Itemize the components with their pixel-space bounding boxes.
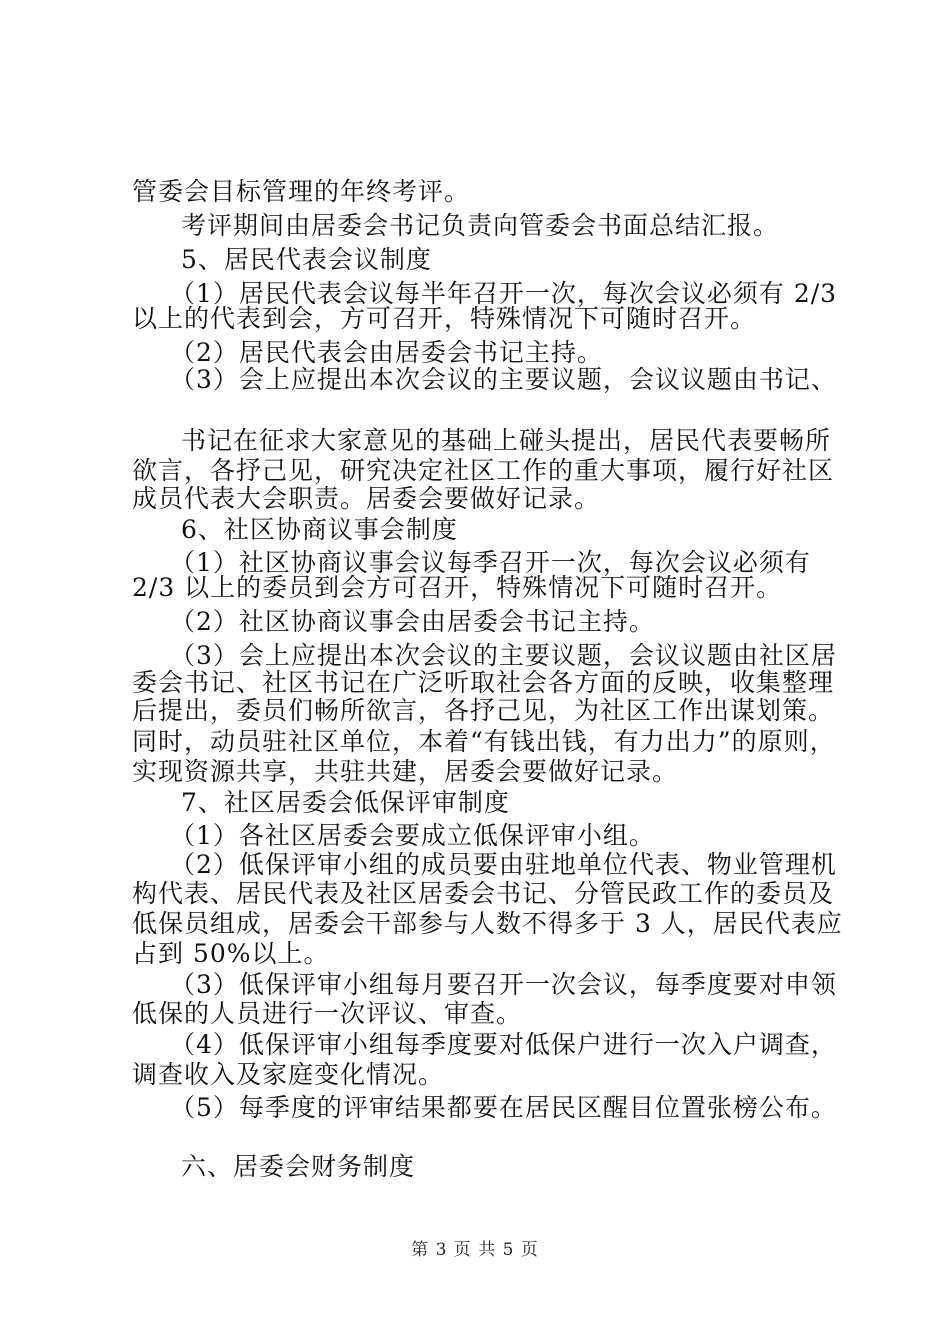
- text-line: 欲言，各抒己见，研究决定社区工作的重大事项，履行好社区: [132, 456, 835, 485]
- text-line: 同时，动员驻社区单位，本着“有钱出钱，有力出力”的原则，: [132, 727, 836, 756]
- text-line: 管委会目标管理的年终考评。: [132, 177, 471, 206]
- text-line: 委会书记、社区书记在广泛听取社会各方面的反映，收集整理: [132, 668, 835, 697]
- text-line: 以上的代表到会，方可召开，特殊情况下可随时召开。: [132, 304, 757, 333]
- section-heading: 6、社区协商议事会制度: [181, 515, 458, 544]
- text-line: （3）低保评审小组每月要召开一次会议，每季度要对申领: [170, 970, 837, 999]
- text-line: （2）社区协商议事会由居委会书记主持。: [170, 607, 655, 636]
- text-line: （2）低保评审小组的成员要由驻地单位代表、物业管理机: [170, 850, 837, 879]
- text-line: 后提出，委员们畅所欲言，各抒己见，为社区工作出谋划策。: [132, 696, 835, 725]
- text-line: 2/3 以上的委员到会方可召开，特殊情况下可随时召开。: [132, 573, 783, 602]
- page-number-footer: 第 3 页 共 5 页: [411, 1240, 539, 1260]
- text-line: （3）会上应提出本次会议的主要议题，会议议题由社区居: [170, 641, 837, 670]
- text-line: 低保的人员进行一次评议、审查。: [132, 999, 523, 1028]
- text-line: （1）社区协商议事会议每季召开一次，每次会议必须有: [170, 548, 811, 577]
- text-line: 考评期间由居委会书记负责向管委会书面总结汇报。: [181, 211, 780, 240]
- text-line: 实现资源共享，共驻共建，居委会要做好记录。: [132, 757, 679, 786]
- text-line: （1）各社区居委会要成立低保评审小组。: [170, 821, 655, 850]
- text-line: 成员代表大会职责。居委会要做好记录。: [132, 484, 601, 513]
- text-line: （3）会上应提出本次会议的主要议题，会议议题由书记、: [170, 365, 837, 394]
- text-line: 占到 50%以上。: [132, 939, 330, 968]
- section-heading: 7、社区居委会低保评审制度: [181, 788, 510, 817]
- text-line: （5）每季度的评审结果都要在居民区醒目位置张榜公布。: [170, 1093, 837, 1122]
- text-line: 书记在征求大家意见的基础上碰头提出，居民代表要畅所: [181, 426, 832, 455]
- section-heading: 5、居民代表会议制度: [181, 245, 432, 274]
- text-line: 低保员组成，居委会干部参与人数不得多于 3 人，居民代表应: [132, 909, 843, 938]
- text-line: 调查收入及家庭变化情况。: [132, 1060, 445, 1089]
- text-line: （1）居民代表会议每半年召开一次，每次会议必须有 2/3: [170, 279, 838, 308]
- text-line: （4）低保评审小组每季度要对低保户进行一次入户调查，: [170, 1030, 837, 1059]
- text-line: （2）居民代表会由居委会书记主持。: [170, 338, 603, 367]
- chapter-heading: 六、居委会财务制度: [181, 1152, 416, 1181]
- text-line: 构代表、居民代表及社区居委会书记、分管民政工作的委员及: [132, 879, 835, 908]
